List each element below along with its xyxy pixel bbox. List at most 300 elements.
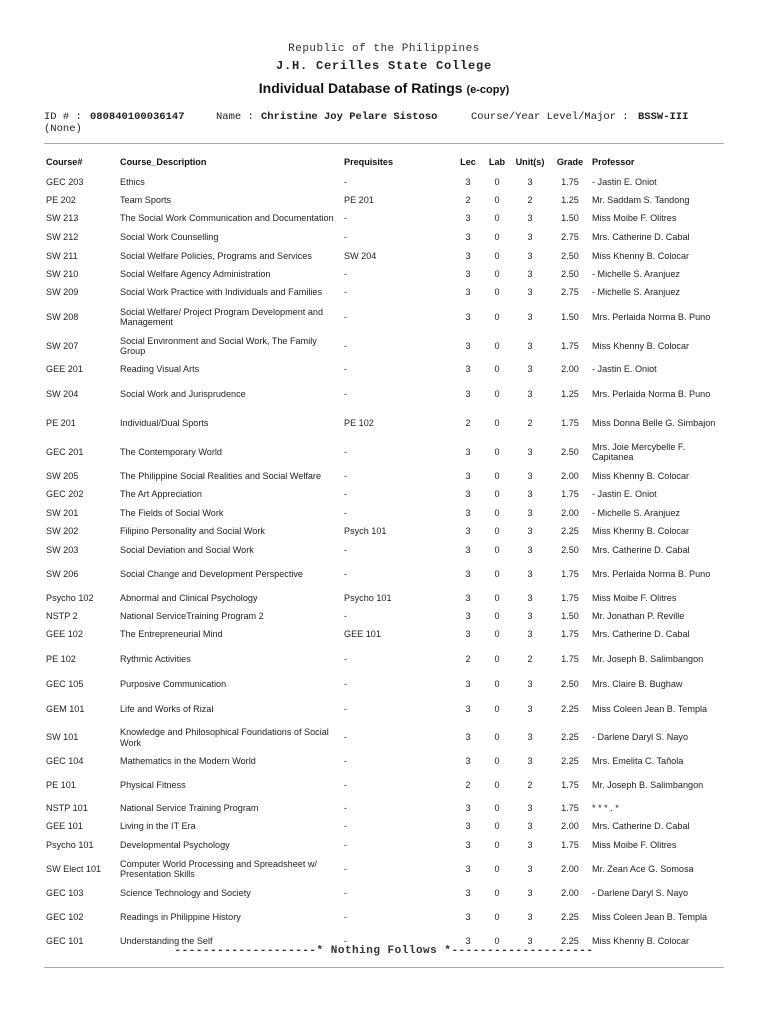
units: 3 <box>527 470 533 481</box>
table-row <box>44 265 720 283</box>
prerequisite: SW 204 <box>344 250 377 261</box>
lab: 0 <box>494 268 500 279</box>
course-number: Psycho 101 <box>46 840 94 851</box>
grade: 1.75 <box>561 592 579 603</box>
course-label: Course/Year Level/Major : <box>471 111 629 123</box>
col-grade: Grade <box>556 156 584 167</box>
course-number: SW 207 <box>46 340 79 351</box>
professor: - Michelle S. Aranjuez <box>592 268 680 279</box>
prerequisite: - <box>344 232 348 243</box>
id-extra: (None) <box>44 123 82 135</box>
lab: 0 <box>494 679 500 690</box>
lab: 0 <box>494 935 500 946</box>
lec: 3 <box>465 935 471 946</box>
title-main: Individual Database of Ratings <box>258 80 463 96</box>
prerequisite: - <box>344 363 348 374</box>
course-number: SW 101 <box>46 732 79 743</box>
lec: 3 <box>465 250 471 261</box>
professor: - Darlene Daryl S. Nayo <box>592 887 689 898</box>
course-number: GEC 201 <box>46 446 84 457</box>
course-number: GEC 105 <box>46 679 84 690</box>
table-row <box>44 209 720 228</box>
grade: 2.00 <box>561 887 579 898</box>
lab: 0 <box>494 911 500 922</box>
lec: 3 <box>465 863 471 874</box>
prerequisite: - <box>344 703 348 714</box>
course-number: GEE 101 <box>46 821 83 832</box>
lab: 0 <box>494 340 500 351</box>
grade: 1.75 <box>561 489 579 500</box>
units: 3 <box>527 340 533 351</box>
course-number: SW 208 <box>46 311 79 322</box>
units: 3 <box>527 287 533 298</box>
units: 3 <box>527 388 533 399</box>
units: 3 <box>527 840 533 851</box>
grade: 1.75 <box>561 840 579 851</box>
professor: Mrs. Perlaida Norma B. Puno <box>592 568 711 579</box>
professor: Miss Coleen Jean B. Templa <box>592 911 708 922</box>
course-description: Individual/Dual Sports <box>120 418 209 429</box>
table-row <box>44 751 720 771</box>
grade: 2.50 <box>561 446 579 457</box>
course-description: The Philippine Social Realities and Social Welfare <box>120 470 322 481</box>
professor: Mrs. Emelita C. Tañola <box>592 755 684 766</box>
course-description: Rythmic Activities <box>120 654 191 665</box>
table-row <box>44 607 720 625</box>
professor: Mr. Jonathan P. Reville <box>592 610 685 621</box>
table-row <box>44 559 720 589</box>
prerequisite: - <box>344 489 348 500</box>
prerequisite: - <box>344 507 348 518</box>
id-label: ID # : <box>44 111 82 123</box>
prerequisite: Psych 101 <box>344 526 387 537</box>
lec: 3 <box>465 446 471 457</box>
units: 3 <box>527 592 533 603</box>
lec: 3 <box>465 679 471 690</box>
prerequisite: - <box>344 654 348 665</box>
course-number: GEC 103 <box>46 887 84 898</box>
lec: 3 <box>465 703 471 714</box>
lab: 0 <box>494 194 500 205</box>
table-row <box>44 855 720 883</box>
units: 3 <box>527 507 533 518</box>
lec: 2 <box>465 418 471 429</box>
units: 3 <box>527 863 533 874</box>
table-row <box>44 625 720 644</box>
table-row <box>44 836 720 855</box>
table-row <box>44 228 720 247</box>
lab: 0 <box>494 526 500 537</box>
course-description: Social Work Practice with Individuals and Families <box>120 287 322 298</box>
grade: 2.00 <box>561 507 579 518</box>
units: 3 <box>527 568 533 579</box>
grade: 2.75 <box>561 287 579 298</box>
name-value: Christine Joy Pelare Sistoso <box>261 111 438 123</box>
course-description: Understanding the Self <box>120 935 213 946</box>
course-number: GEE 201 <box>46 363 83 374</box>
course-number: SW 213 <box>46 213 79 224</box>
prerequisite: - <box>344 287 348 298</box>
course-number: GEE 102 <box>46 629 83 640</box>
lec: 3 <box>465 755 471 766</box>
course-number: GEM 101 <box>46 703 85 714</box>
lab: 0 <box>494 703 500 714</box>
professor: Mrs. Perlaida Norma B. Puno <box>592 311 711 322</box>
grade: 1.75 <box>561 418 579 429</box>
course-description: Team Sports <box>120 194 172 205</box>
grade: 2.25 <box>561 526 579 537</box>
lab: 0 <box>494 840 500 851</box>
prerequisite: - <box>344 311 348 322</box>
professor: Miss Khenny B. Colocar <box>592 935 690 946</box>
professor: - Jastin E. Oniot <box>592 176 657 187</box>
grade: 2.50 <box>561 268 579 279</box>
lec: 3 <box>465 287 471 298</box>
course-description: National ServiceTraining Program 2 <box>120 610 264 621</box>
units: 2 <box>527 654 533 665</box>
units: 3 <box>527 935 533 946</box>
lec: 3 <box>465 821 471 832</box>
course-number: NSTP 101 <box>46 803 88 814</box>
grade: 1.25 <box>561 194 579 205</box>
lab: 0 <box>494 489 500 500</box>
table-row <box>44 173 720 191</box>
table-row <box>44 191 720 209</box>
units: 3 <box>527 526 533 537</box>
units: 3 <box>527 363 533 374</box>
prerequisite: - <box>344 470 348 481</box>
units: 3 <box>527 489 533 500</box>
course-number: GEC 104 <box>46 755 84 766</box>
grade: 2.00 <box>561 470 579 481</box>
prerequisite: - <box>344 176 348 187</box>
grade: 2.75 <box>561 232 579 243</box>
table-row <box>44 771 720 800</box>
professor: Mrs. Joie Mercybelle F. Capitanea <box>592 441 685 462</box>
lab: 0 <box>494 176 500 187</box>
prerequisite: - <box>344 780 348 791</box>
lab: 0 <box>494 544 500 555</box>
professor: Mr. Joseph B. Salimbangon <box>592 654 704 665</box>
table-row <box>44 410 720 437</box>
title-sub: (e-copy) <box>466 84 510 96</box>
col-professor: Professor <box>592 156 635 167</box>
course-description: Living in the IT Era <box>120 821 196 832</box>
lab: 0 <box>494 311 500 322</box>
prerequisite: - <box>344 911 348 922</box>
prerequisite: - <box>344 268 348 279</box>
units: 3 <box>527 232 533 243</box>
units: 3 <box>527 446 533 457</box>
table-row <box>44 247 720 265</box>
lab: 0 <box>494 363 500 374</box>
republic-line: Republic of the Philippines <box>288 43 480 55</box>
professor: Miss Khenny B. Colocar <box>592 470 690 481</box>
lec: 3 <box>465 232 471 243</box>
units: 2 <box>527 194 533 205</box>
course-description: Filipino Personality and Social Work <box>120 526 265 537</box>
course-number: SW 210 <box>46 268 79 279</box>
prerequisite: - <box>344 887 348 898</box>
lab: 0 <box>494 732 500 743</box>
lab: 0 <box>494 470 500 481</box>
grade: 2.50 <box>561 250 579 261</box>
col-course-number: Course# <box>46 156 83 167</box>
lec: 3 <box>465 629 471 640</box>
course-number: SW 205 <box>46 470 79 481</box>
course-number: SW 206 <box>46 568 79 579</box>
prerequisite: - <box>344 840 348 851</box>
course-description: National Service Training Program <box>120 803 259 814</box>
lec: 3 <box>465 176 471 187</box>
lec: 3 <box>465 803 471 814</box>
college-name: J.H. Cerilles State College <box>275 59 493 73</box>
course-number: SW 201 <box>46 507 79 518</box>
table-row <box>44 437 720 467</box>
grade: 2.00 <box>561 821 579 832</box>
course-description: Knowledge and Philosophical Foundations of Social Work <box>120 727 329 748</box>
table-row <box>44 883 720 903</box>
lec: 3 <box>465 732 471 743</box>
table-row <box>44 522 720 541</box>
table-row <box>44 817 720 836</box>
prerequisite: Psycho 101 <box>344 592 392 603</box>
table-body <box>44 173 720 951</box>
prerequisite: - <box>344 732 348 743</box>
grade: 2.25 <box>561 755 579 766</box>
course-description: Life and Works of Rizal <box>120 703 214 714</box>
units: 3 <box>527 803 533 814</box>
grade: 2.50 <box>561 544 579 555</box>
lab: 0 <box>494 507 500 518</box>
professor: - Michelle S. Aranjuez <box>592 507 680 518</box>
course-number: NSTP 2 <box>46 610 78 621</box>
table-row <box>44 675 720 694</box>
grade: 2.25 <box>561 703 579 714</box>
prerequisite: - <box>344 388 348 399</box>
grade: 1.50 <box>561 610 579 621</box>
professor: Mrs. Perlaida Norma B. Puno <box>592 388 711 399</box>
grade: 1.75 <box>561 803 579 814</box>
course-description: Science Technology and Society <box>120 887 251 898</box>
course-number: GEC 202 <box>46 489 84 500</box>
professor: * * * . * <box>592 803 619 814</box>
lec: 3 <box>465 470 471 481</box>
prerequisite: - <box>344 568 348 579</box>
units: 3 <box>527 250 533 261</box>
name-label: Name : <box>216 111 254 123</box>
table-row <box>44 378 720 410</box>
page-title <box>0 80 768 96</box>
course-number: SW 204 <box>46 388 79 399</box>
lab: 0 <box>494 250 500 261</box>
course-description: Social Work and Jurisprudence <box>120 388 246 399</box>
lab: 0 <box>494 568 500 579</box>
table-row <box>44 302 720 332</box>
prerequisite: - <box>344 935 348 946</box>
lec: 3 <box>465 610 471 621</box>
units: 3 <box>527 703 533 714</box>
prerequisite: - <box>344 679 348 690</box>
course-number: SW 202 <box>46 526 79 537</box>
lec: 2 <box>465 780 471 791</box>
course-description: Ethics <box>120 176 145 187</box>
table-row <box>44 694 720 724</box>
professor: - Jastin E. Oniot <box>592 363 657 374</box>
course-description: Social Deviation and Social Work <box>120 544 254 555</box>
table-row <box>44 360 720 378</box>
grade: 2.50 <box>561 679 579 690</box>
lab: 0 <box>494 654 500 665</box>
lec: 3 <box>465 544 471 555</box>
grade: 1.75 <box>561 654 579 665</box>
professor: Mr. Joseph B. Salimbangon <box>592 780 704 791</box>
course-description: The Fields of Social Work <box>120 507 224 518</box>
lab: 0 <box>494 863 500 874</box>
course-description: Mathematics in the Modern World <box>120 755 256 766</box>
grade: 1.25 <box>561 388 579 399</box>
lab: 0 <box>494 821 500 832</box>
prerequisite: - <box>344 863 348 874</box>
lab: 0 <box>494 755 500 766</box>
lec: 3 <box>465 268 471 279</box>
units: 3 <box>527 679 533 690</box>
prerequisite: - <box>344 446 348 457</box>
prerequisite: PE 201 <box>344 194 374 205</box>
table-row <box>44 541 720 559</box>
lec: 2 <box>465 194 471 205</box>
table-row <box>44 504 720 522</box>
grade: 1.75 <box>561 780 579 791</box>
course-description: Social Welfare/ Project Program Development and Management <box>120 306 324 327</box>
lec: 3 <box>465 911 471 922</box>
prerequisite: - <box>344 610 348 621</box>
course-description: Social Change and Development Perspective <box>120 568 303 579</box>
table-row <box>44 724 720 751</box>
lec: 3 <box>465 840 471 851</box>
professor: Mr. Zean Ace G. Somosa <box>592 863 694 874</box>
course-description: Computer World Processing and Spreadsheet w/ Presentation Skills <box>120 858 317 879</box>
grade: 2.00 <box>561 363 579 374</box>
course-number: GEC 203 <box>46 176 84 187</box>
lec: 3 <box>465 388 471 399</box>
lec: 3 <box>465 592 471 603</box>
professor: Miss Khenny B. Colocar <box>592 340 690 351</box>
units: 3 <box>527 732 533 743</box>
professor: Miss Moibe F. Olitres <box>592 592 677 603</box>
course-description: The Contemporary World <box>120 446 222 457</box>
course-description: Readings in Philippine History <box>120 911 241 922</box>
units: 3 <box>527 213 533 224</box>
course-description: Reading Visual Arts <box>120 363 200 374</box>
prerequisite: - <box>344 340 348 351</box>
professor: Mrs. Catherine D. Cabal <box>592 821 690 832</box>
lec: 3 <box>465 568 471 579</box>
professor: Miss Coleen Jean B. Templa <box>592 703 708 714</box>
table-row <box>44 644 720 675</box>
table-row <box>44 485 720 504</box>
course-description: Physical Fitness <box>120 780 186 791</box>
units: 3 <box>527 268 533 279</box>
lec: 3 <box>465 489 471 500</box>
prerequisite: - <box>344 213 348 224</box>
course-number: SW 211 <box>46 250 78 261</box>
top-divider <box>44 143 724 144</box>
professor: Mrs. Catherine D. Cabal <box>592 232 690 243</box>
course-number: SW 212 <box>46 232 79 243</box>
grade: 2.25 <box>561 911 579 922</box>
course-description: The Social Work Communication and Documentation <box>120 213 334 224</box>
professor: Mrs. Catherine D. Cabal <box>592 544 690 555</box>
course-number: PE 202 <box>46 194 76 205</box>
lec: 3 <box>465 526 471 537</box>
course-number: SW 203 <box>46 544 79 555</box>
units: 3 <box>527 610 533 621</box>
table-header-row <box>44 150 720 173</box>
units: 3 <box>527 544 533 555</box>
units: 3 <box>527 311 533 322</box>
lab: 0 <box>494 418 500 429</box>
units: 3 <box>527 911 533 922</box>
course-description: Abnormal and Clinical Psychology <box>120 592 258 603</box>
col-course-description: Course_Description <box>120 156 207 167</box>
lec: 2 <box>465 654 471 665</box>
col-lec: Lec <box>460 156 476 167</box>
units: 2 <box>527 418 533 429</box>
grade: 2.25 <box>561 935 579 946</box>
prerequisite: GEE 101 <box>344 629 381 640</box>
professor: Miss Khenny B. Colocar <box>592 526 690 537</box>
table-row <box>44 589 720 607</box>
lec: 3 <box>465 311 471 322</box>
course-number: Psycho 102 <box>46 592 94 603</box>
grade: 1.75 <box>561 176 579 187</box>
professor: - Darlene Daryl S. Nayo <box>592 732 689 743</box>
col-units: Unit(s) <box>515 156 545 167</box>
professor: Miss Donna Belle G. Simbajon <box>592 418 716 429</box>
lec: 3 <box>465 213 471 224</box>
course-number: GEC 102 <box>46 911 84 922</box>
col-prerequisites: Prequisites <box>344 156 394 167</box>
course-description: Purposive Communication <box>120 679 227 690</box>
table-row <box>44 467 720 485</box>
course-number: PE 101 <box>46 780 76 791</box>
professor: Miss Moibe F. Olitres <box>592 840 677 851</box>
units: 3 <box>527 176 533 187</box>
table-row <box>44 903 720 931</box>
prerequisite: - <box>344 544 348 555</box>
prerequisite: PE 102 <box>344 418 374 429</box>
grade: 2.25 <box>561 732 579 743</box>
lab: 0 <box>494 287 500 298</box>
grade: 1.75 <box>561 340 579 351</box>
lec: 3 <box>465 887 471 898</box>
lab: 0 <box>494 446 500 457</box>
table-row <box>44 283 720 302</box>
grade: 1.75 <box>561 629 579 640</box>
prerequisite: - <box>344 821 348 832</box>
ratings-table <box>44 150 720 951</box>
units: 3 <box>527 887 533 898</box>
lab: 0 <box>494 780 500 791</box>
lab: 0 <box>494 610 500 621</box>
course-number: SW Elect 101 <box>46 863 102 874</box>
course-description: Social Work Counselling <box>120 232 219 243</box>
grade: 2.00 <box>561 863 579 874</box>
lab: 0 <box>494 232 500 243</box>
table-row <box>44 800 720 817</box>
course-number: PE 201 <box>46 418 76 429</box>
